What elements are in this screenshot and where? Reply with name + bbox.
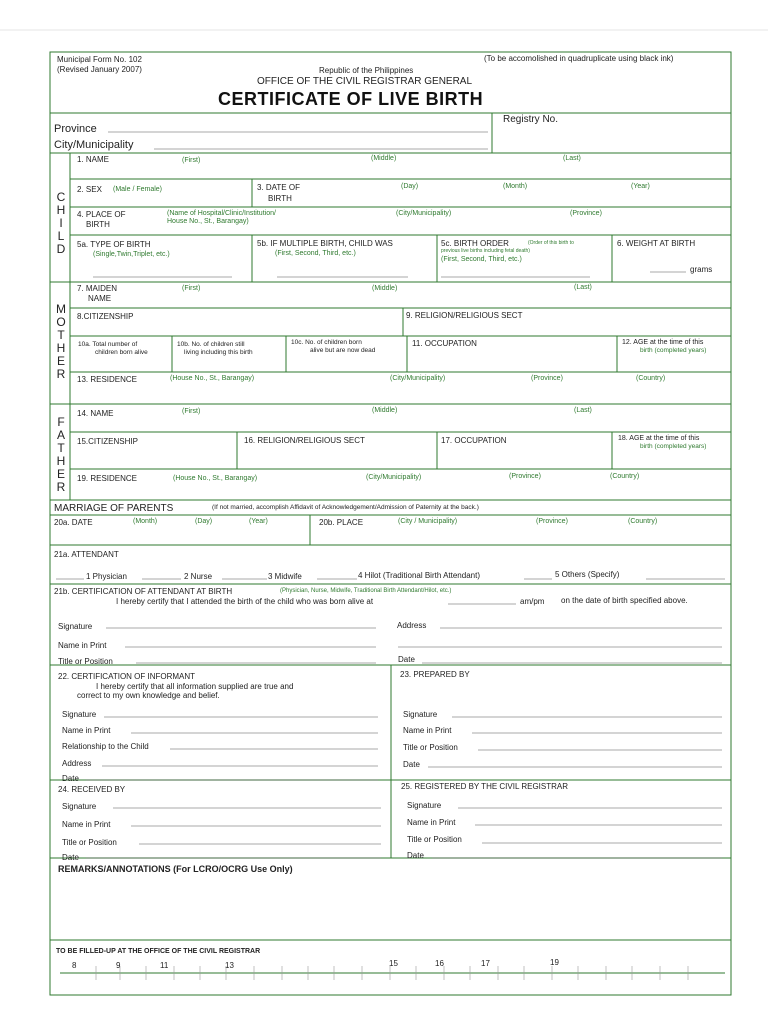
marriage-place-label: 20b. PLACE	[319, 518, 364, 527]
mother-age-label: 12. AGE at the time of this	[622, 339, 704, 346]
father-occupation-label: 17. OCCUPATION	[441, 436, 507, 445]
sex-label: 2. SEX	[77, 185, 102, 194]
office-code: 8	[72, 961, 77, 970]
attendant-name-label: Name in Print	[58, 641, 107, 650]
attendant-ampm: am/pm	[520, 597, 545, 606]
multiple-birth-hint: (First, Second, Third, etc.)	[275, 250, 356, 257]
received-name-label: Name in Print	[62, 820, 111, 829]
mother-religion-label: 9. RELIGION/RELIGIOUS SECT	[406, 311, 523, 320]
father-residence-city-hint: (City/Municipality)	[366, 474, 422, 481]
office-code: 16	[435, 959, 444, 968]
office-code: 17	[481, 959, 490, 968]
informant-text-1: I hereby certify that all information supplied are true and	[96, 682, 294, 691]
father-first-hint: (First)	[182, 408, 201, 415]
dob-label: 3. DATE OF	[257, 183, 300, 192]
remarks-title: REMARKS/ANNOTATIONS (For LCRO/OCRG Use Only)	[58, 864, 293, 874]
office-code: 13	[225, 961, 234, 970]
father-residence-province-hint: (Province)	[509, 473, 541, 480]
informant-name-label: Name in Print	[62, 726, 111, 735]
received-date-label: Date	[62, 853, 79, 862]
marriage-date-label: 20a. DATE	[54, 518, 93, 527]
mother-middle-hint: (Middle)	[372, 285, 398, 292]
dob-month-hint: (Month)	[503, 183, 528, 190]
informant-address-label: Address	[62, 759, 92, 768]
children-living-label: 10b. No. of children still	[177, 341, 245, 348]
attendant-cert-label: 21b. CERTIFICATION OF ATTENDANT AT BIRTH	[54, 587, 233, 596]
mother-citizenship-label: 8.CITIZENSHIP	[77, 312, 134, 321]
marriage-month-hint: (Month)	[133, 518, 158, 525]
received-title: 24. RECEIVED BY	[58, 785, 126, 794]
office-code: 15	[389, 959, 398, 968]
republic-label: Republic of the Philippines	[319, 66, 414, 75]
registered-signature-label: Signature	[407, 801, 442, 810]
mother-residence-province-hint: (Province)	[531, 375, 563, 382]
marriage-country-hint: (Country)	[628, 518, 658, 525]
pob-city-hint: (City/Municipality)	[396, 210, 452, 217]
maiden-label: 7. MAIDEN	[77, 284, 118, 293]
office-label: OFFICE OF THE CIVIL REGISTRAR GENERAL	[257, 76, 473, 87]
attendant-cert-end: on the date of birth specified above.	[561, 596, 688, 605]
marriage-province-hint: (Province)	[536, 518, 568, 525]
page-title: CERTIFICATE OF LIVE BIRTH	[218, 89, 484, 109]
children-dead-label: 10c. No. of children born	[291, 339, 362, 346]
attendant-option-midwife: 3 Midwife	[268, 572, 302, 581]
children-born-alive-label: 10a. Total number of	[78, 341, 138, 348]
marriage-title: MARRIAGE OF PARENTS	[54, 503, 174, 514]
informant-signature-label: Signature	[62, 710, 97, 719]
form-number: Municipal Form No. 102	[57, 55, 142, 64]
father-citizenship-label: 15.CITIZENSHIP	[77, 437, 138, 446]
attendant-cert-text: I hereby certify that I attended the birth of the child who was born alive at	[116, 597, 374, 606]
sex-hint: (Male / Female)	[113, 186, 163, 193]
grams-unit: grams	[690, 265, 713, 274]
dob-day-hint: (Day)	[401, 183, 419, 190]
attendant-title-label: Title or Position	[58, 657, 113, 666]
birth-order-hint: (Order of this birth to	[528, 240, 574, 246]
office-fill-title: TO BE FILLED-UP AT THE OFFICE OF THE CIVIL REGISTRAR	[56, 948, 261, 955]
father-name-label: 14. NAME	[77, 409, 114, 418]
children-dead-label-2: alive but are now dead	[310, 347, 376, 354]
father-residence-country-hint: (Country)	[610, 473, 640, 480]
attendant-signature-label: Signature	[58, 622, 93, 631]
registered-name-label: Name in Print	[407, 818, 456, 827]
child-side-label: C H I L D	[56, 190, 66, 256]
maiden-label-2: NAME	[88, 294, 112, 303]
attendant-option-physician: 1 Physician	[86, 572, 127, 581]
father-religion-label: 16. RELIGION/RELIGIOUS SECT	[244, 436, 365, 445]
informant-text-2: correct to my own knowledge and belief.	[77, 691, 220, 700]
birth-type-label: 5a. TYPE OF BIRTH	[77, 240, 151, 249]
child-first-hint: (First)	[182, 157, 201, 164]
pob-label-2: BIRTH	[86, 220, 110, 229]
attendant-date-label: Date	[398, 655, 415, 664]
prepared-title-label: Title or Position	[403, 743, 458, 752]
mother-residence-city-hint: (City/Municipality)	[390, 375, 446, 382]
dob-year-hint: (Year)	[631, 183, 650, 190]
father-age-hint: birth (completed years)	[640, 443, 707, 450]
birth-order-hint-3: (First, Second, Third, etc.)	[441, 256, 522, 263]
prepared-title: 23. PREPARED BY	[400, 670, 470, 679]
father-side-label: F A T H E R	[56, 415, 66, 494]
marriage-day-hint: (Day)	[195, 518, 213, 525]
child-last-hint: (Last)	[563, 155, 581, 162]
office-code: 11	[160, 961, 169, 970]
informant-date-label: Date	[62, 774, 79, 783]
province-label: Province	[54, 123, 97, 135]
mother-residence-country-hint: (Country)	[636, 375, 666, 382]
father-age-label: 18. AGE at the time of this	[618, 435, 700, 442]
birth-order-label: 5c. BIRTH ORDER	[441, 239, 509, 248]
dob-label-2: BIRTH	[268, 194, 292, 203]
mother-first-hint: (First)	[182, 285, 201, 292]
child-name-label: 1. NAME	[77, 155, 110, 164]
children-born-alive-label-2: children born alive	[95, 349, 148, 356]
registered-title: 25. REGISTERED BY THE CIVIL REGISTRAR	[401, 782, 569, 791]
marriage-year-hint: (Year)	[249, 518, 268, 525]
attendant-label: 21a. ATTENDANT	[54, 550, 119, 559]
mother-residence-hint: (House No., St., Barangay)	[170, 375, 255, 382]
father-middle-hint: (Middle)	[372, 407, 398, 414]
received-signature-label: Signature	[62, 802, 97, 811]
informant-title: 22. CERTIFICATION OF INFORMANT	[58, 672, 196, 681]
attendant-cert-hint: (Physician, Nurse, Midwife, Traditional Birth Attendant/Hilot, etc.)	[280, 588, 452, 594]
mother-occupation-label: 11. OCCUPATION	[412, 339, 477, 348]
attendant-address-label: Address	[397, 621, 427, 630]
prepared-signature-label: Signature	[403, 710, 438, 719]
father-residence-hint: (House No., St., Barangay)	[173, 475, 258, 482]
prepared-date-label: Date	[403, 760, 420, 769]
ink-instruction: (To be accomolished in quadruplicate using black ink)	[484, 54, 674, 63]
city-label: City/Municipality	[54, 139, 134, 151]
marriage-city-hint: (City / Municipality)	[398, 518, 458, 525]
marriage-note: (If not married, accomplish Affidavit of Acknowledgement/Admission of Paternity at the back.)	[212, 504, 479, 511]
pob-province-hint: (Province)	[570, 210, 602, 217]
children-living-label-2: living including this birth	[184, 349, 253, 356]
registry-label: Registry No.	[503, 114, 559, 125]
received-title-label: Title or Position	[62, 838, 117, 847]
pob-hint: (Name of Hospital/Clinic/Institution/	[167, 210, 276, 217]
attendant-option-hilot: 4 Hilot (Traditional Birth Attendant)	[358, 571, 480, 580]
mother-last-hint: (Last)	[574, 284, 592, 291]
office-code: 9	[116, 961, 121, 970]
multiple-birth-label: 5b. IF MULTIPLE BIRTH, CHILD WAS	[257, 239, 393, 248]
office-code: 19	[550, 958, 559, 967]
registered-date-label: Date	[407, 851, 424, 860]
pob-hint-2: House No., St., Barangay)	[167, 218, 249, 225]
weight-label: 6. WEIGHT AT BIRTH	[617, 239, 696, 248]
prepared-name-label: Name in Print	[403, 726, 452, 735]
birth-order-hint-2: previous live births including fetal death)	[441, 248, 530, 254]
pob-label: 4. PLACE OF	[77, 210, 126, 219]
mother-age-hint: birth (completed years)	[640, 347, 707, 354]
informant-relationship-label: Relationship to the Child	[62, 742, 149, 751]
father-last-hint: (Last)	[574, 407, 592, 414]
birth-type-hint: (Single,Twin,Triplet, etc.)	[93, 251, 170, 258]
mother-side-label: M O T H E R	[56, 302, 66, 381]
mother-residence-label: 13. RESIDENCE	[77, 375, 138, 384]
revised-date: (Revised January 2007)	[57, 65, 142, 74]
registered-title-label: Title or Position	[407, 835, 462, 844]
child-middle-hint: (Middle)	[371, 155, 397, 162]
father-residence-label: 19. RESIDENCE	[77, 474, 138, 483]
attendant-option-nurse: 2 Nurse	[184, 572, 213, 581]
attendant-option-others: 5 Others (Specify)	[555, 570, 620, 579]
